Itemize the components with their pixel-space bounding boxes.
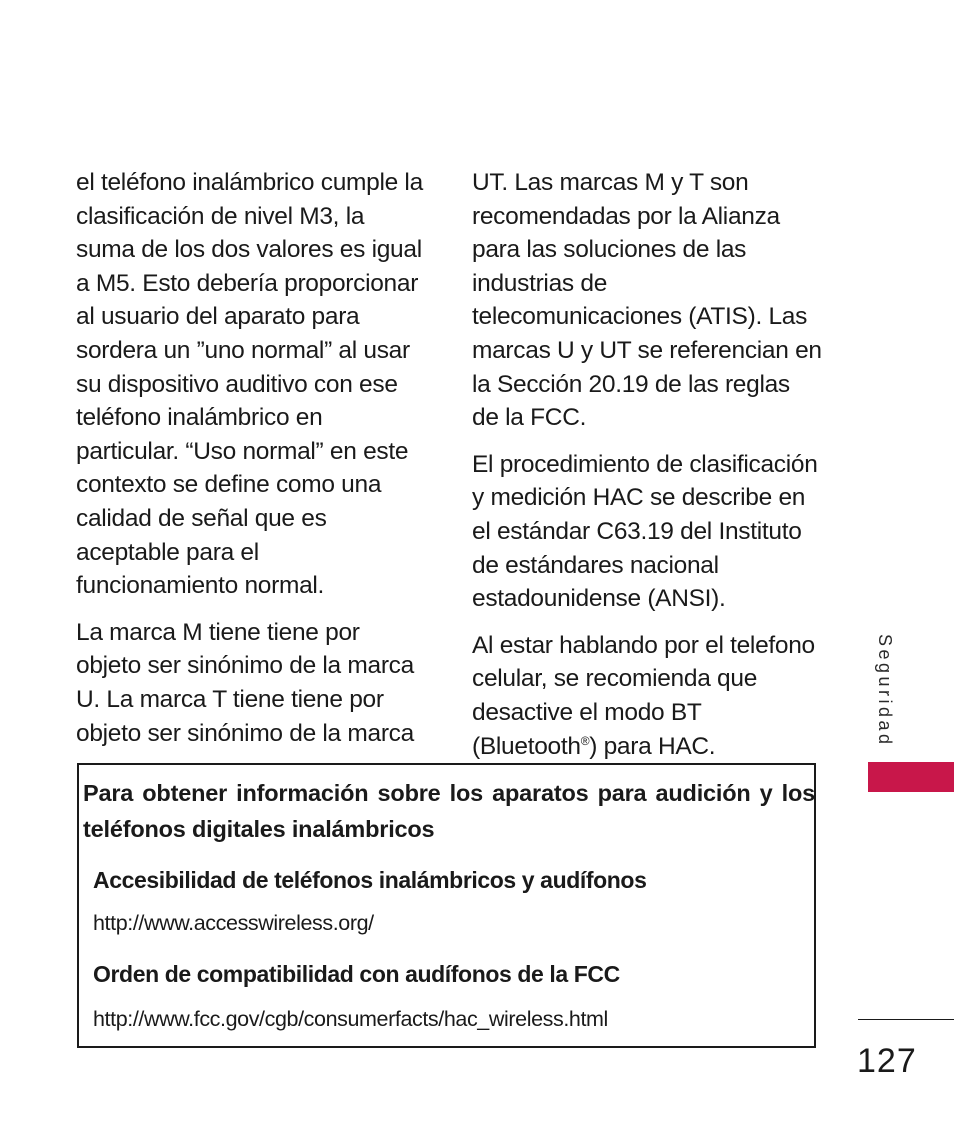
section-label: Seguridad bbox=[875, 634, 895, 748]
paragraph-text: Al estar hablando por el telefono celular, se recomienda que desactive el modo BT (Bluetooth bbox=[472, 631, 815, 760]
body-paragraph: el teléfono inalámbrico cumple la clasificación de nivel M3, la suma de los dos valores es igual a M5. Esto debería proporcionar al usuario del aparato para sordera un ”uno normal” al usar su dispositivo auditivo con ese teléfono inalámbrico en particular. “Uso normal” en este contexto se define como una calidad de señal que es aceptable para el funcionamiento normal. bbox=[76, 169, 423, 600]
left-column bbox=[76, 166, 426, 763]
resource-url[interactable]: http://www.accesswireless.org/ bbox=[93, 911, 374, 935]
resource-url[interactable]: http://www.fcc.gov/cgb/consumerfacts/hac_wireless.html bbox=[93, 1007, 608, 1031]
info-box bbox=[77, 763, 816, 1048]
body-paragraph: La marca M tiene tiene por objeto ser sinónimo de la marca U. La marca T tiene tiene por objeto ser sinónimo de la marca bbox=[76, 618, 414, 747]
body-paragraph bbox=[472, 629, 822, 763]
body-paragraph: UT. Las marcas M y T son recomendadas por la Alianza para las soluciones de las industrias de telecomunicaciones (ATIS). Las marcas U y UT se referencian en la Sección 20.19 de las reglas de la FCC. bbox=[472, 169, 822, 432]
paragraph-text: ) para HAC. bbox=[589, 732, 716, 760]
resource-title: Accesibilidad de teléfonos inalámbricos y audífonos bbox=[93, 867, 647, 893]
resource-title: Orden de compatibilidad con audífonos de la FCC bbox=[93, 961, 620, 987]
body-paragraph: El procedimiento de clasificación y medición HAC se describe en el estándar C63.19 del Instituto de estándares nacional estadounidense (ANSI). bbox=[472, 450, 818, 613]
section-tab bbox=[868, 762, 954, 792]
page-number-rule bbox=[858, 1019, 954, 1020]
right-column bbox=[472, 166, 822, 776]
registered-mark: ® bbox=[580, 733, 590, 748]
page-number: 127 bbox=[857, 1042, 917, 1080]
info-box-heading: Para obtener información sobre los aparatos para audición y los teléfonos digitales inalámbricos bbox=[83, 780, 815, 842]
